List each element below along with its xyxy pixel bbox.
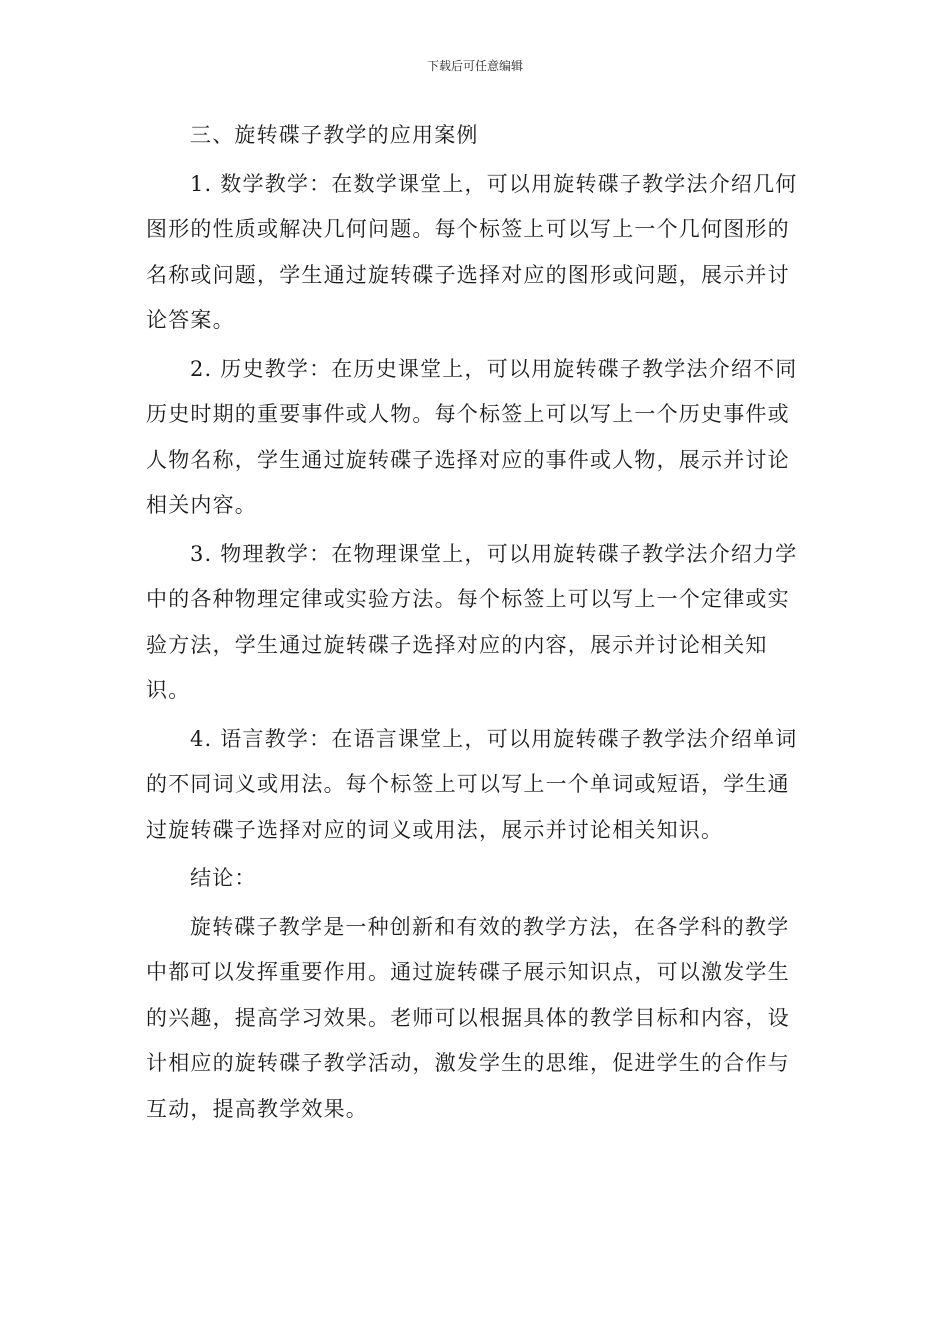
conclusion-paragraph: 旋转碟子教学是一种创新和有效的教学方法，在各学科的教学中都可以发挥重要作用。通过旋转碟子展示知识点，可以激发学生的兴趣，提高学习效果。老师可以根据具体的教学目标和内容，设计相应的旋转碟子教学活动，激发学生的思维，促进学生的合作与互动，提高教学效果。 [146,914,790,1121]
document-body [146,113,810,1132]
page-header: 下载后可任意编辑 [426,59,523,73]
paragraph-history-teaching: 2. 历史教学：在历史课堂上，可以用旋转碟子教学法介绍不同历史时期的重要事件或人物。每个标签上可以写上一个历史事件或人物名称，学生通过旋转碟子选择对应的事件或人物，展示并讨论相关内容。 [146,356,798,517]
paragraph-language-teaching: 4. 语言教学：在语言课堂上，可以用旋转碟子教学法介绍单词的不同词义或用法。每个标签上可以写上一个单词或短语，学生通过旋转碟子选择对应的词义或用法，展示并讨论相关知识。 [146,726,798,842]
paragraph-math-teaching: 1. 数学教学：在数学课堂上，可以用旋转碟子教学法介绍几何图形的性质或解决几何问题。每个标签上可以写上一个几何图形的名称或问题，学生通过旋转碟子选择对应的图形或问题，展示并讨论答案。 [146,171,798,332]
paragraph-physics-teaching: 3. 物理教学：在物理课堂上，可以用旋转碟子教学法介绍力学中的各种物理定律或实验方法。每个标签上可以写上一个定律或实验方法，学生通过旋转碟子选择对应的内容，展示并讨论相关知识。 [146,541,798,702]
section-title: 三、旋转碟子教学的应用案例 [190,123,479,147]
conclusion-heading: 结论： [190,866,257,890]
